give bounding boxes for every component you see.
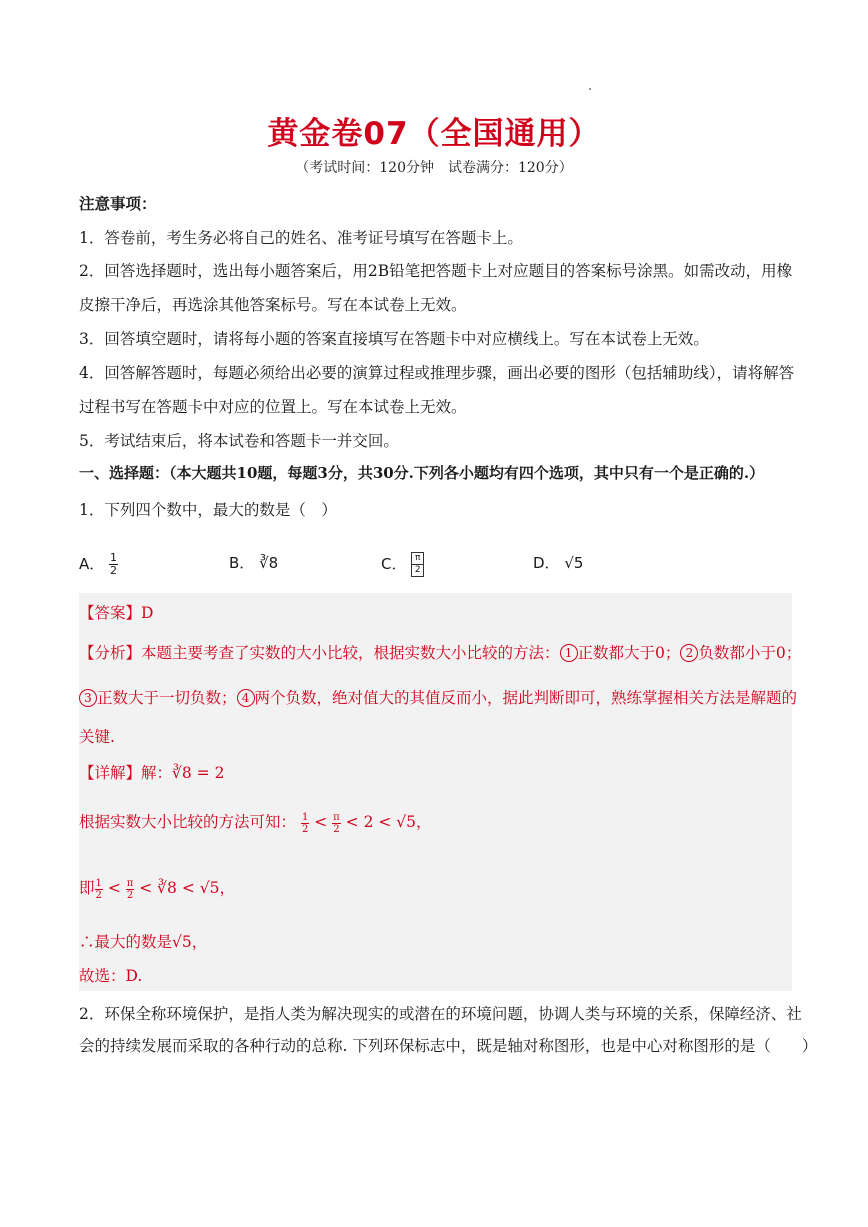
circled-number: 4 [237,689,255,707]
option-c-label: C． [381,555,407,573]
numerator: π [412,553,423,565]
detail-line: 【详解】解：∛8 = 2 [79,764,225,782]
fraction [109,552,118,577]
numerator: 1 [301,811,309,823]
numerator: 1 [110,551,118,564]
fraction [332,812,341,835]
ji-text: 即 [79,879,95,897]
analysis-text: 两个负数，绝对值大的其值反而小，据此判断即可，熟练掌握相关方法是解题的 [254,689,798,707]
circled-number: 2 [680,644,698,662]
denominator: 2 [333,823,340,835]
question-stem: 1．下列四个数中，最大的数是（ ） [79,501,337,519]
answer-line: 【答案】D [79,604,154,622]
numerator: π [333,811,340,823]
section-heading: 一、选择题：（本大题共10题，每题3分，共30分.下列各小题均有四个选项，其中只有一个是正确的.） [79,464,765,482]
ji-text: < ∛8 < √5， [134,879,235,897]
analysis-text: 正数都大于0； [577,644,681,662]
notice-item: 皮擦干净后，再选涂其他答案标号。写在本试卷上无效。 [79,296,467,314]
analysis-line [79,686,797,708]
notice-item: 4．回答解答题时，每题必须给出必要的演算过程或推理步骤，画出必要的图形（包括辅助线），请将解答 [79,364,795,382]
circled-number: 3 [79,689,97,707]
denominator: 2 [414,565,421,575]
circled-number: 1 [560,644,578,662]
notice-item: 3．回答填空题时，请将每小题的答案直接填写在答题卡中对应横线上。写在本试卷上无效。 [79,330,709,348]
option-c [381,552,424,577]
compare-text: 根据实数大小比较的方法可知： [79,813,297,831]
compare-text: < 2 < √5， [340,813,432,831]
fraction-box [411,552,424,577]
option-b-value: ∛8 [259,554,279,572]
ji-line [79,876,235,901]
fraction [95,878,103,901]
notice-item: 5．考试结束后，将本试卷和答题卡一并交回。 [79,432,399,450]
notice-item: 2．回答选择题时，选出每小题答案后，用2B铅笔把答题卡上对应题目的答案标号涂黑。如需改动，用橡 [79,262,793,280]
less-than: < [309,813,333,831]
option-b-label: B． [229,554,255,572]
analysis-line: 关键. [79,728,115,746]
numerator: 1 [95,877,102,889]
question-2-line: 会的持续发展而采取的各种行动的总称. 下列环保标志中，既是轴对称图形，也是中心对称图形的是（ ） [79,1037,818,1055]
option-d-value: √5 [564,554,584,572]
page-title: 黄金卷07（全国通用） [267,116,601,152]
choose-line: 故选：D. [79,967,143,985]
scan-dot [589,88,591,90]
option-b [229,552,278,573]
analysis-line [79,641,801,663]
compare-line [79,810,432,835]
numerator: π [126,877,134,889]
option-d-label: D． [533,554,560,572]
exam-info: （考试时间：120分钟 试卷满分：120分） [295,160,573,176]
notice-item: 1．答卷前，考生务必将自己的姓名、准考证号填写在答题卡上。 [79,229,523,247]
denominator: 2 [301,823,309,835]
analysis-text: 【分析】本题主要考查了实数的大小比较，根据实数大小比较的方法： [79,644,560,662]
option-a-label: A． [79,555,105,573]
analysis-text: 正数大于一切负数； [97,689,237,707]
notice-item: 过程书写在答题卡中对应的位置上。写在本试卷上无效。 [79,398,467,416]
analysis-text: 负数都小于0； [698,644,802,662]
max-line: ∴最大的数是√5， [79,933,208,951]
denominator: 2 [126,889,134,901]
denominator: 2 [95,889,102,901]
notice-heading: 注意事项： [79,194,157,213]
option-d [533,552,583,573]
less-than: < [102,879,126,897]
denominator: 2 [110,564,118,577]
option-a [79,552,118,577]
question-2-line: 2．环保全称环境保护，是指人类为解决现实的或潜在的环境问题，协调人类与环境的关系，保障经济、社 [79,1005,802,1023]
